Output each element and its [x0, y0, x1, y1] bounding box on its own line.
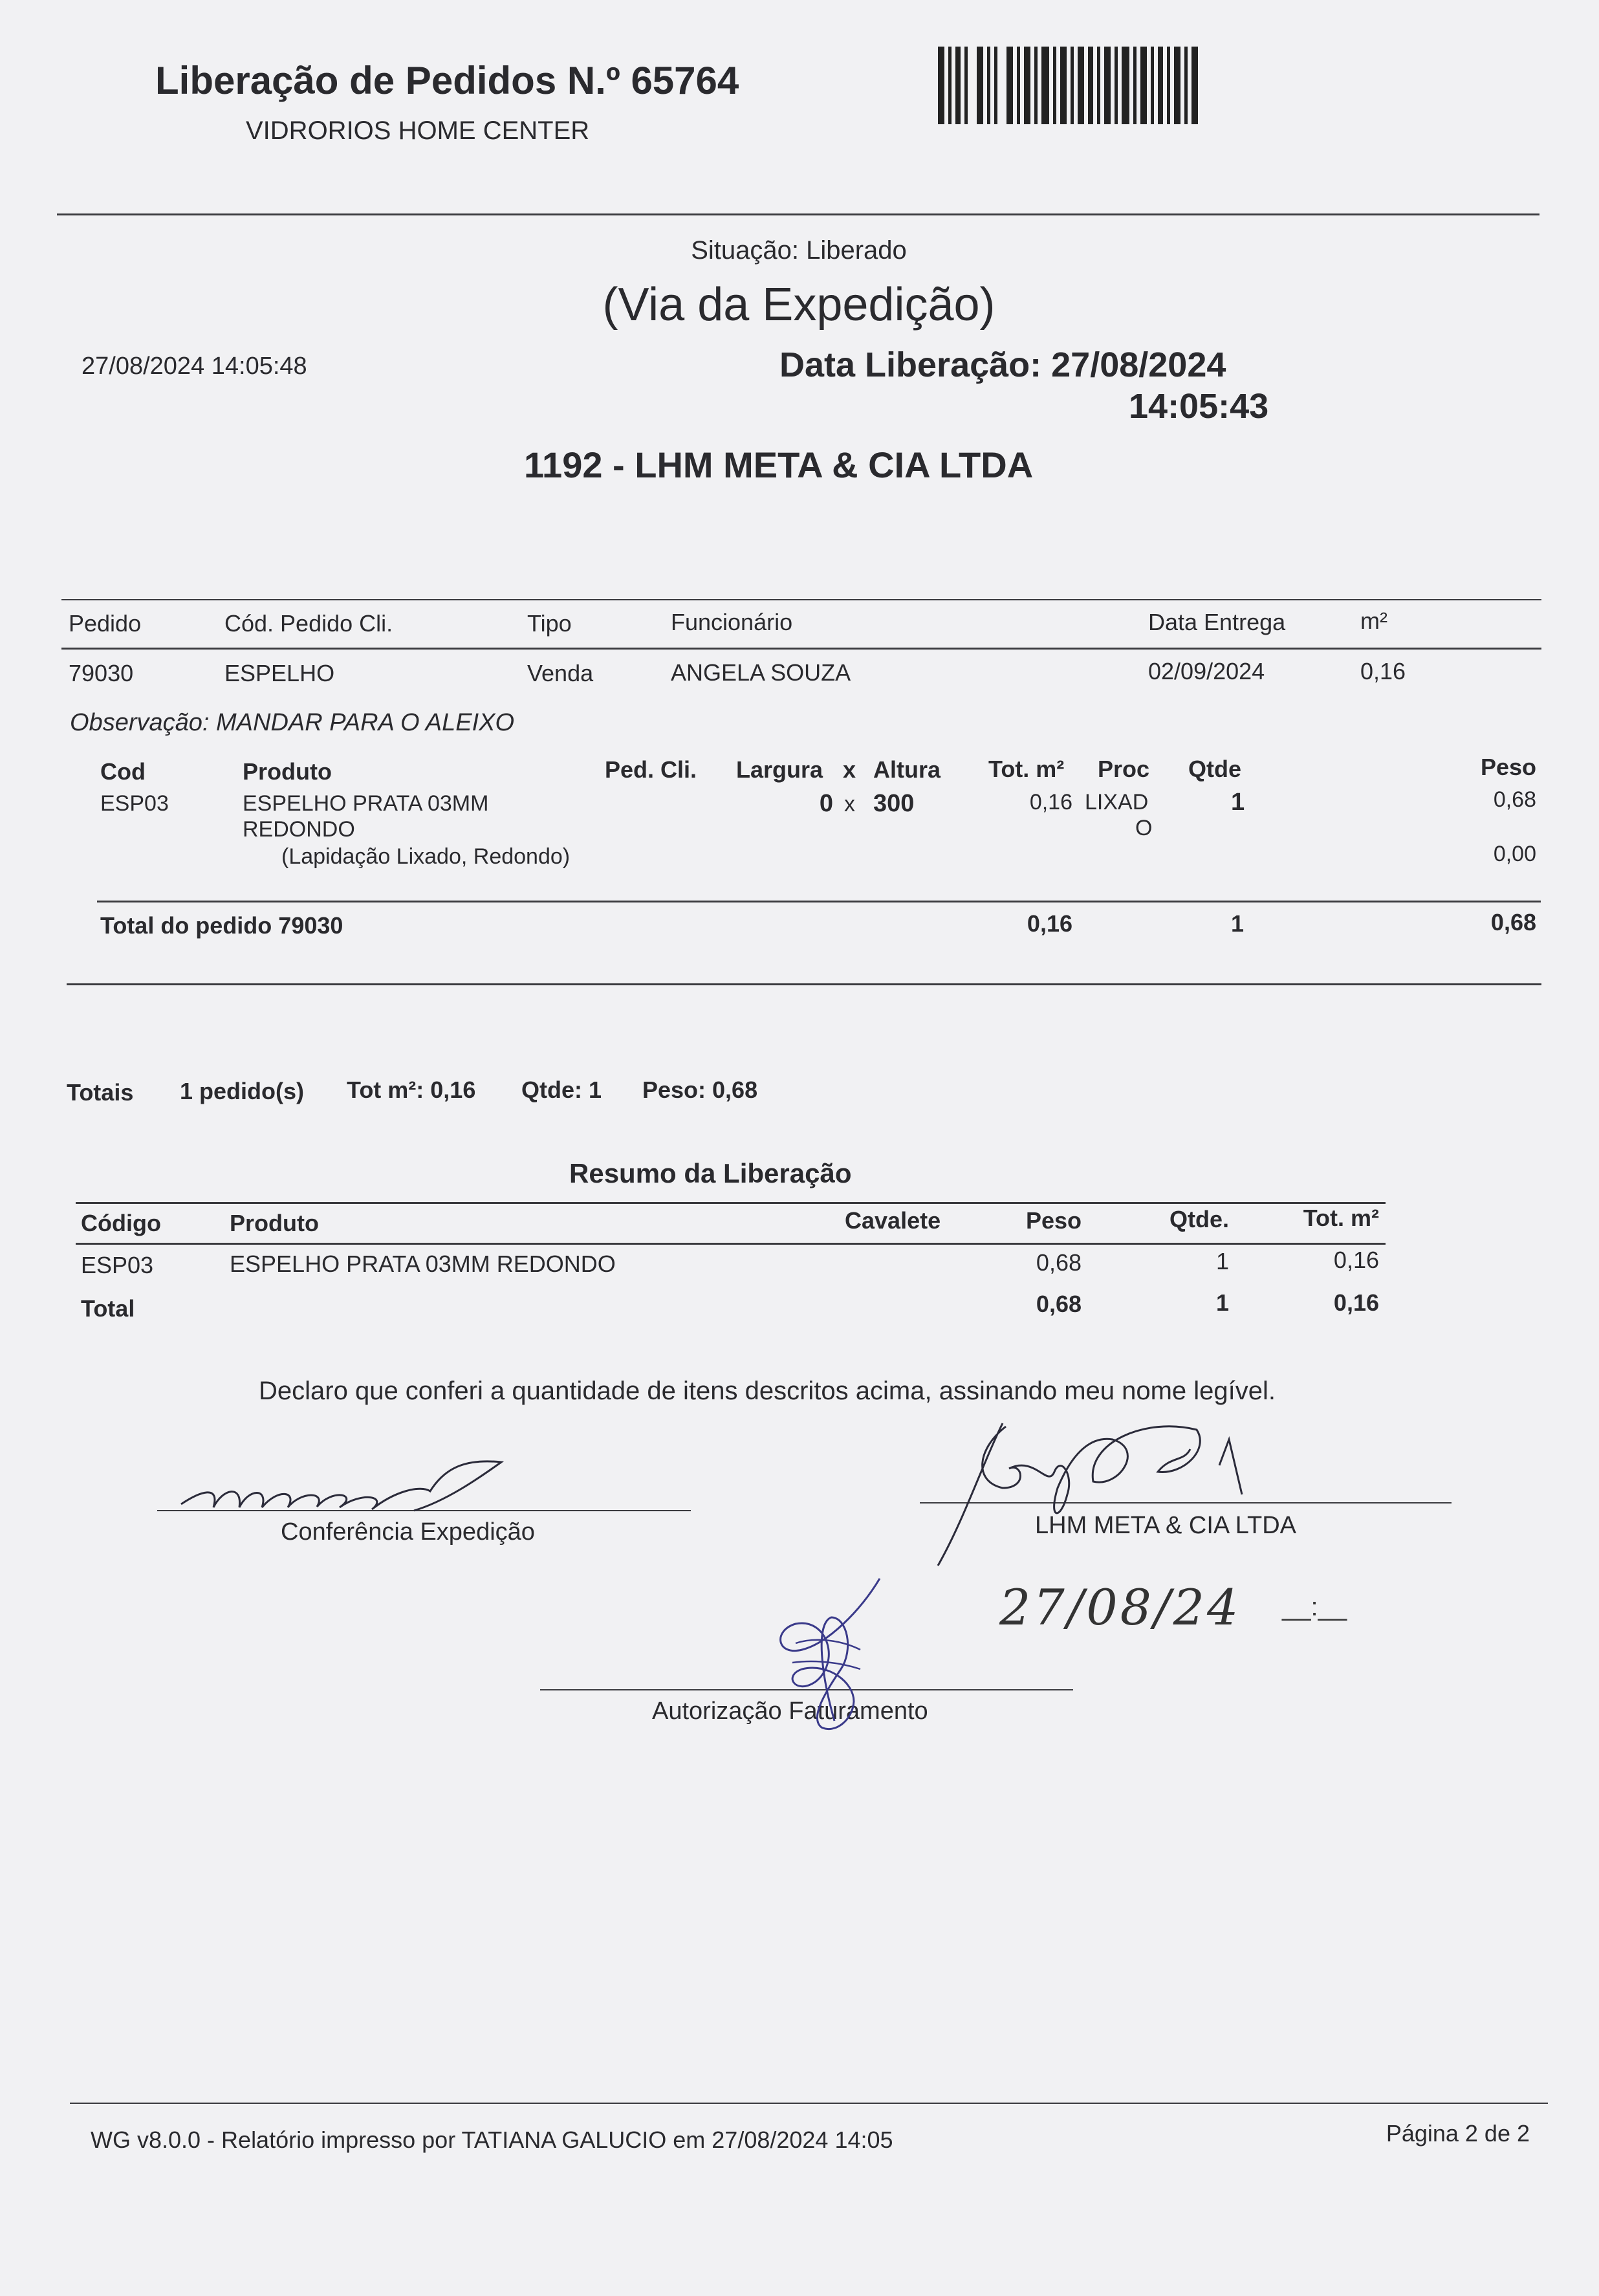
summary-cell-tot-m2: 0,16 [1333, 1247, 1379, 1273]
declaration-text: Declaro que conferi a quantidade de itens descritos acima, assinando meu nome legível. [259, 1377, 1276, 1405]
company-name: VIDRORIOS HOME CENTER [246, 116, 590, 145]
item-altura: 300 [873, 790, 915, 817]
items-total-peso: 0,68 [1490, 909, 1536, 935]
item-x: x [844, 792, 855, 816]
footer-printed-by: WG v8.0.0 - Relatório impresso por TATIANA GALUCIO em 27/08/2024 14:05 [91, 2127, 893, 2153]
summary-title: Resumo da Liberação [569, 1158, 852, 1188]
totals-pedidos: 1 pedido(s) [180, 1078, 305, 1104]
data-liberacao: Data Liberação: 27/08/2024 [779, 345, 1226, 384]
order-cell-tipo: Venda [527, 660, 594, 686]
item-proc-line1: LIXAD [1085, 790, 1149, 815]
client-name: 1192 - LHM META & CIA LTDA [524, 444, 1034, 485]
order-header-data-entrega: Data Entrega [1148, 609, 1286, 635]
item-largura: 0 [819, 790, 833, 817]
summary-cell-peso: 0,68 [1036, 1249, 1082, 1276]
items-header-x: x [843, 756, 856, 783]
summary-top-rule [76, 1202, 1386, 1204]
summary-total-qtde: 1 [1215, 1289, 1229, 1316]
summary-header-qtde: Qtde. [1169, 1206, 1229, 1232]
status-situacao: Situação: Liberado [691, 236, 907, 265]
print-datetime: 27/08/2024 14:05:48 [82, 353, 307, 380]
client-signature [925, 1410, 1261, 1572]
totals-qtde: Qtde: 1 [521, 1077, 602, 1103]
document-title: Liberação de Pedidos N.º 65764 [155, 59, 739, 102]
order-cell-pedido: 79030 [69, 660, 134, 686]
footer-page: Página 2 de 2 [1386, 2120, 1530, 2147]
summary-header-peso: Peso [1025, 1207, 1082, 1234]
autorizacao-signature [770, 1572, 886, 1740]
conferencia-label: Conferência Expedição [281, 1518, 535, 1546]
item-proc-line2: O [1135, 816, 1153, 840]
summary-total-label: Total [81, 1295, 135, 1322]
data-liberacao-time: 14:05:43 [1129, 387, 1269, 426]
item-peso-detail: 0,00 [1493, 842, 1536, 866]
items-header-qtde: Qtde [1188, 756, 1242, 782]
order-header-cod-cli: Cód. Pedido Cli. [224, 610, 393, 637]
totals-label: Totais [67, 1079, 134, 1106]
header-divider [57, 213, 1539, 215]
summary-total-peso: 0,68 [1036, 1291, 1082, 1317]
conferencia-signature [175, 1452, 524, 1524]
order-table-top-rule [61, 599, 1541, 600]
items-header-produto: Produto [243, 758, 332, 785]
order-cell-data-entrega: 02/09/2024 [1148, 658, 1265, 684]
items-header-altura: Altura [873, 756, 941, 783]
items-total-qtde: 1 [1231, 910, 1245, 937]
items-header-ped-cli: Ped. Cli. [605, 756, 697, 783]
summary-total-m2: 0,16 [1333, 1289, 1379, 1316]
summary-cell-produto: ESPELHO PRATA 03MM REDONDO [230, 1251, 616, 1277]
summary-cell-qtde: 1 [1215, 1248, 1229, 1274]
items-header-largura: Largura [736, 756, 823, 783]
items-total-m2: 0,16 [1027, 910, 1072, 937]
items-total-rule [97, 901, 1541, 902]
totals-peso: Peso: 0,68 [642, 1077, 758, 1103]
item-produto-line1: ESPELHO PRATA 03MM [243, 791, 489, 816]
item-produto-line2: REDONDO [243, 817, 355, 842]
items-header-cod: Cod [100, 758, 146, 785]
totals-m2: Tot m²: 0,16 [347, 1077, 476, 1103]
order-cell-m2: 0,16 [1360, 658, 1406, 684]
items-header-tot-m2: Tot. m² [988, 756, 1065, 782]
items-total-label: Total do pedido 79030 [100, 912, 343, 939]
barcode [938, 47, 1200, 124]
handwritten-date: 27/08/24 [999, 1579, 1241, 1636]
items-header-proc: Proc [1098, 756, 1150, 782]
order-header-tipo: Tipo [527, 610, 572, 637]
summary-header-rule [76, 1243, 1386, 1245]
client-signature-label: LHM META & CIA LTDA [1035, 1512, 1297, 1539]
items-header-peso: Peso [1480, 754, 1536, 780]
summary-header-codigo: Código [81, 1210, 161, 1236]
footer-rule [70, 2103, 1548, 2104]
item-cod: ESP03 [100, 791, 169, 816]
order-cell-cod-cli: ESPELHO [224, 660, 335, 686]
summary-cell-codigo: ESP03 [81, 1252, 154, 1278]
summary-header-cavalete: Cavalete [845, 1207, 941, 1234]
order-cell-funcionario: ANGELA SOUZA [671, 659, 851, 686]
item-qtde: 1 [1231, 789, 1245, 816]
summary-header-produto: Produto [230, 1210, 319, 1236]
order-table-header-rule [61, 648, 1541, 650]
order-section-end-rule [67, 983, 1541, 985]
order-header-m2: m² [1360, 607, 1387, 634]
observacao: Observação: MANDAR PARA O ALEIXO [70, 709, 515, 736]
item-peso: 0,68 [1493, 787, 1536, 812]
item-detail: (Lapidação Lixado, Redondo) [281, 844, 571, 869]
order-header-funcionario: Funcionário [671, 609, 793, 635]
autorizacao-label: Autorização Faturamento [652, 1698, 928, 1725]
summary-header-tot-m2: Tot. m² [1303, 1205, 1379, 1231]
via-label: (Via da Expedição) [602, 279, 995, 331]
order-header-pedido: Pedido [69, 610, 142, 637]
item-tot-m2: 0,16 [1029, 790, 1072, 815]
time-blank: __:__ [1282, 1593, 1347, 1621]
